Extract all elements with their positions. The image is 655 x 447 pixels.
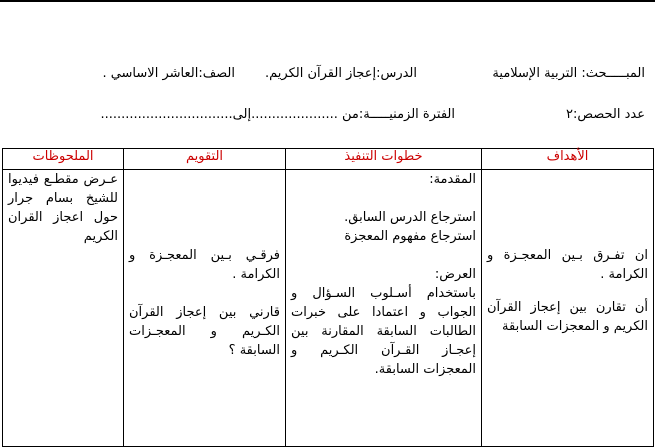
top-rule xyxy=(0,0,655,2)
table-row xyxy=(3,170,654,447)
table-header-row xyxy=(3,149,654,170)
lesson-label: الدرس:إعجاز القرآن الكريم. xyxy=(265,66,417,81)
periods-label: عدد الحصص:٢ xyxy=(565,107,645,122)
steps-cell xyxy=(286,170,482,447)
notes-text: عـرض مقطـع فيديوا للشيخ بسام جرار حول اعجاز القران الكريم xyxy=(8,172,118,244)
col-evaluation: التقويم xyxy=(124,149,286,170)
objective-1: ان تفـرق بـين المعجـزة و الكرامة . xyxy=(487,248,648,282)
timeframe-label: الفترة الزمنيـــــة:من .....................إلى................................ xyxy=(100,107,455,122)
presentation-title: العرض: xyxy=(434,267,476,282)
objectives-cell xyxy=(482,170,654,447)
col-notes: الملحوظات xyxy=(3,149,124,170)
objective-2: أن تقارن بين إعجاز القرآن الكريم و المعجزات السابقة xyxy=(487,300,648,334)
grade-label: الصف:العاشر الاساسي . xyxy=(102,66,235,81)
intro-item-2: استرجاع مفهوم المعجزة xyxy=(344,229,476,244)
evaluation-cell xyxy=(124,170,286,447)
evaluation-2: قارني بين إعجاز القرآن الكـريم و المعجـزات السابقة ؟ xyxy=(129,305,280,358)
col-objectives: الأهداف xyxy=(482,149,654,170)
intro-title: المقدمة: xyxy=(429,172,476,187)
notes-cell xyxy=(3,170,124,447)
subject-label: المبـــــحث: التربية الإسلامية xyxy=(492,66,645,81)
presentation-text: باستخدام أسـلوب السـؤال و الجواب و اعتمادا على خبرات الطالبات السابقة المقارنة بين إعجـاز القـرآن الكـريم و المعجزات السابقة. xyxy=(291,286,476,377)
col-steps: خطوات التنفيذ xyxy=(286,149,482,170)
lesson-plan-table xyxy=(2,148,654,447)
evaluation-1: فرقـي بـين المعجـزة و الكرامة . xyxy=(129,248,280,282)
intro-item-1: استرجاع الدرس السابق. xyxy=(344,210,476,225)
